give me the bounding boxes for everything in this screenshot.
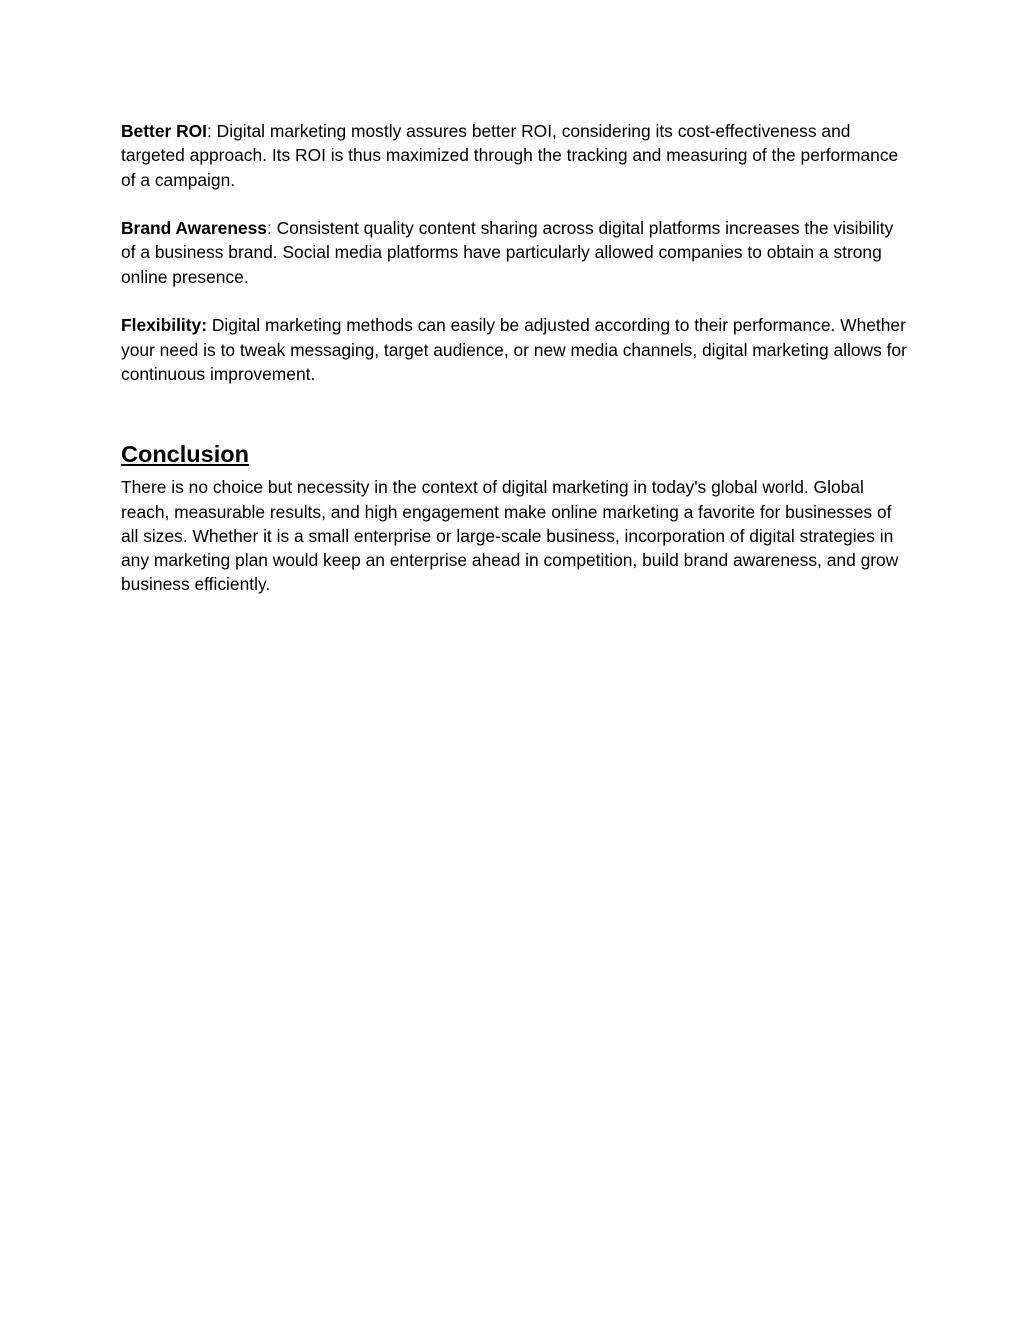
term-brand-awareness: Brand Awareness — [121, 218, 267, 239]
conclusion-paragraph: There is no choice but necessity in the context of digital marketing in today's global world. Global reach, measurable results, and high engagement make online marketing a favorite for businesses of all sizes. Whether it is a small enterprise or large-scale business, incorporation of digital strategies in any marketing plan would keep an enterprise ahead in competition, build brand awareness, and grow business efficiently. — [121, 477, 899, 595]
paragraph-brand-awareness — [121, 216, 911, 289]
paragraph-flexibility — [121, 313, 911, 386]
paragraph-text: : Digital marketing mostly assures better ROI, considering its cost-effectiveness and targeted approach. Its ROI is thus maximized through the tracking and measuring of the performance of a campaign. — [121, 121, 899, 190]
term-flexibility: Flexibility: — [121, 315, 208, 336]
term-better-roi: Better ROI — [121, 121, 208, 141]
paragraph-text: : Consistent quality content sharing across digital platforms increases the visibility of a business brand. Social media platforms have particularly allowed companies to obtain a strong online presence. — [121, 218, 894, 287]
paragraph-text: Digital marketing methods can easily be adjusted according to their performance. Whether your need is to tweak messaging, target audience, or new media channels, digital marketing allows for continuous improvement. — [121, 315, 907, 384]
conclusion-heading: Conclusion — [121, 441, 249, 468]
paragraph-better-roi — [121, 119, 911, 192]
document-page — [121, 119, 911, 597]
